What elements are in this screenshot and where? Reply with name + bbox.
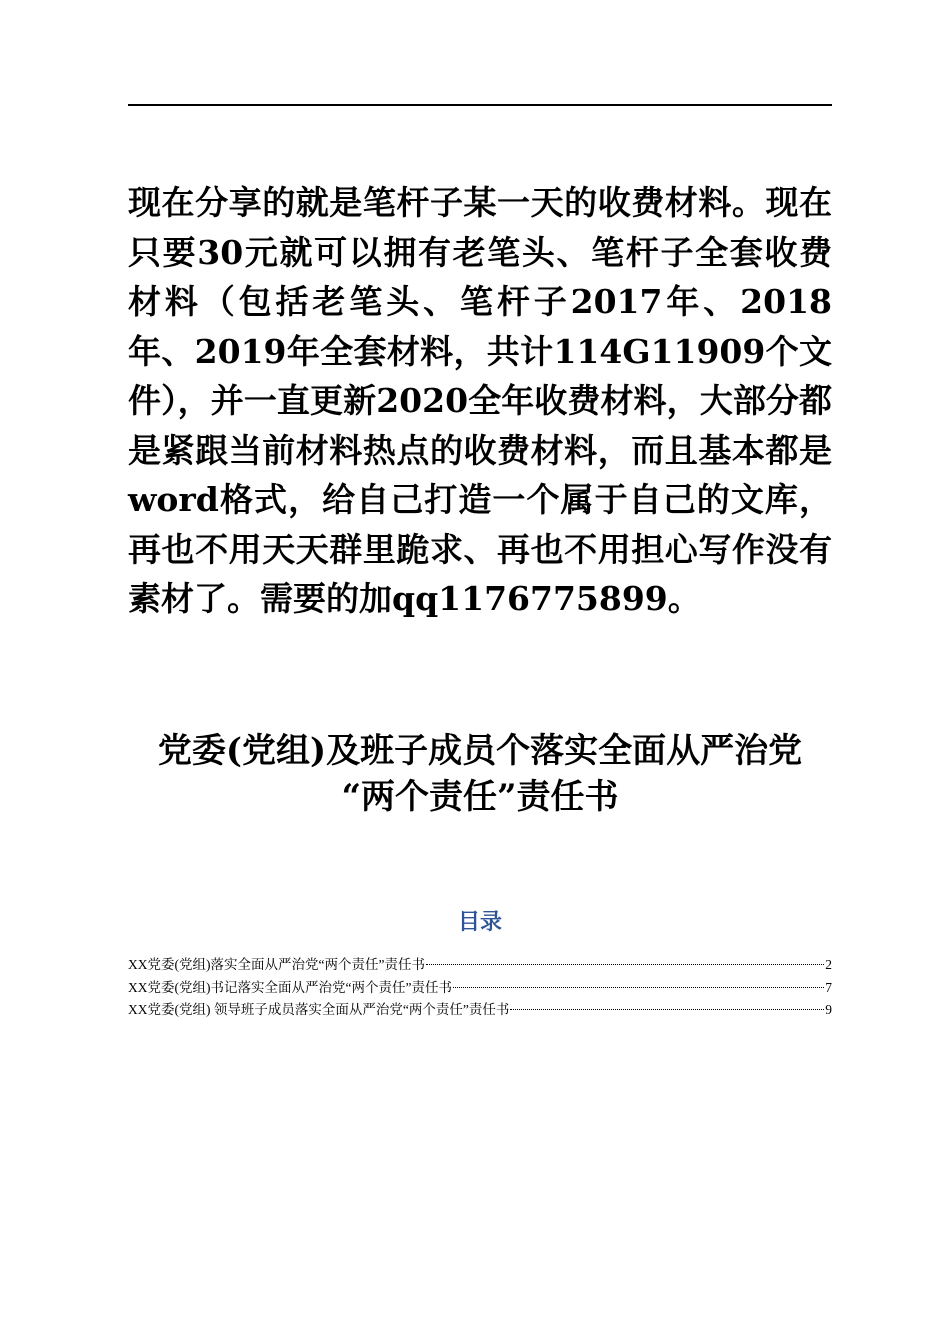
toc-dot-leader: [453, 987, 824, 988]
toc-entry-title: XX党委(党组)落实全面从严治党“两个责任”责任书: [128, 957, 425, 972]
document-title: [100, 728, 860, 820]
toc-dot-leader: [426, 964, 824, 965]
toc-entry-1[interactable]: [128, 954, 832, 977]
toc-entry-title: XX党委(党组) 领导班子成员落实全面从严治党“两个责任”责任书: [128, 1002, 510, 1017]
intro-paragraph: 现在分享的就是笔杆子某一天的收费材料。现在只要30元就可以拥有老笔头、笔杆子全套收费材料（包括老笔头、笔杆子2017年、2018年、2019年全套材料，共计114G11909个文件），并一直更新2020全年收费材料，大部分都是紧跟当前材料热点的收费材料，而且基本都是word格式，给自己打造一个属于自己的文库，再也不用天天群里跪求、再也不用担心写作没有素材了。需要的加qq1176775899。: [128, 183, 832, 618]
document-title-line-2: “两个责任”责任书: [341, 777, 619, 817]
toc-entry-page: 2: [825, 957, 832, 972]
toc-heading: 目录: [457, 909, 502, 935]
toc-entry-2[interactable]: [128, 977, 832, 1000]
toc-entry-3[interactable]: [128, 999, 832, 1022]
toc-dot-leader: [510, 1009, 824, 1010]
table-of-contents: [128, 954, 832, 1022]
toc-entry-page: 9: [825, 1002, 832, 1017]
toc-entry-page: 7: [825, 979, 832, 995]
document-title-line-1: 党委(党组)及班子成员个落实全面从严治党: [157, 731, 803, 771]
toc-entry-title: XX党委(党组)书记落实全面从严治党“两个责任”责任书: [128, 979, 452, 995]
header-rule: [128, 104, 832, 106]
